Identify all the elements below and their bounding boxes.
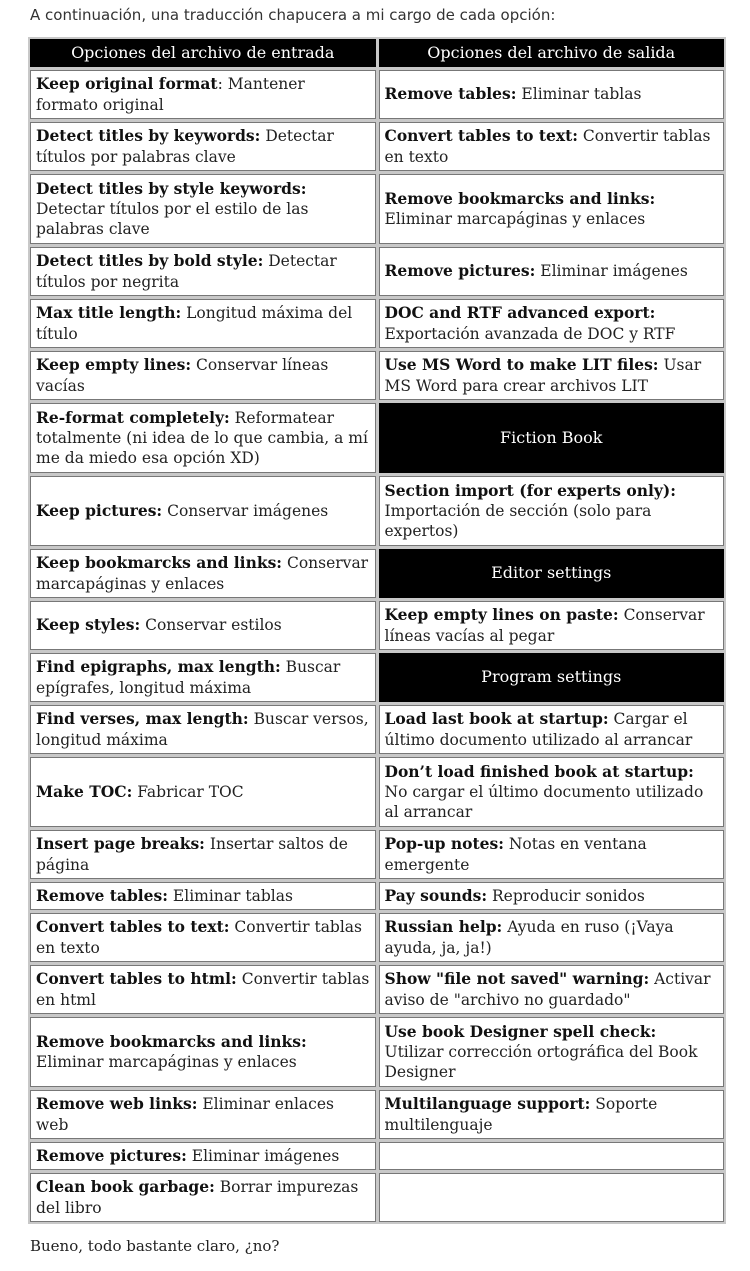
output-option-cell bbox=[379, 965, 725, 1014]
output-option-cell bbox=[379, 705, 725, 754]
option-translation: Eliminar tablas bbox=[516, 85, 642, 104]
option-name: Max title length: bbox=[36, 303, 182, 323]
option-name: Keep empty lines: bbox=[36, 355, 192, 375]
option-name: Detect titles by bold style: bbox=[36, 251, 264, 271]
input-option-cell bbox=[30, 653, 376, 702]
option-translation: Longitud máxima del título bbox=[36, 304, 353, 343]
input-option-cell bbox=[30, 830, 376, 879]
option-translation: Fabricar TOC bbox=[132, 782, 244, 801]
option-translation: Conservar estilos bbox=[140, 616, 282, 635]
option-name: Show "file not saved" warning: bbox=[384, 969, 650, 989]
option-translation: Conservar líneas vacías al pegar bbox=[384, 606, 705, 645]
table-row bbox=[30, 122, 724, 171]
option-name: Keep styles: bbox=[36, 615, 141, 635]
option-translation: Ayuda en ruso (¡Vaya ayuda, ja, ja!) bbox=[384, 918, 674, 957]
option-translation: Conservar líneas vacías bbox=[36, 356, 329, 395]
option-name: Keep empty lines on paste: bbox=[384, 605, 619, 625]
input-option-cell bbox=[30, 476, 376, 546]
option-name: Remove pictures: bbox=[36, 1145, 187, 1165]
option-name: Remove bookmarcks and links: bbox=[384, 188, 656, 208]
option-translation: Convertir tablas en html bbox=[36, 970, 370, 1009]
option-translation: Borrar impurezas del libro bbox=[36, 1178, 359, 1217]
option-name: Use MS Word to make LIT files: bbox=[384, 355, 659, 375]
option-name: Make TOC: bbox=[36, 781, 133, 801]
outro-text: Bueno, todo bastante claro, ¿no? bbox=[30, 1237, 280, 1255]
option-translation: Eliminar imágenes bbox=[186, 1146, 340, 1165]
option-name: Convert tables to text: bbox=[36, 917, 230, 937]
option-name: Find epigraphs, max length: bbox=[36, 657, 281, 677]
header-output-options: Opciones del archivo de salida bbox=[379, 39, 725, 67]
option-translation: : Mantener formato original bbox=[36, 75, 305, 114]
option-name: Find verses, max length: bbox=[36, 709, 249, 729]
output-option-cell bbox=[379, 70, 725, 119]
option-translation: No cargar el último documento utilizado al arrancar bbox=[384, 782, 704, 822]
header-row bbox=[30, 39, 724, 67]
table-row bbox=[30, 653, 724, 702]
option-name: Remove bookmarcks and links: bbox=[36, 1031, 307, 1051]
option-name: Keep pictures: bbox=[36, 500, 163, 520]
header-input-options: Opciones del archivo de entrada bbox=[30, 39, 376, 67]
input-option-cell bbox=[30, 1142, 376, 1170]
option-translation: Insertar saltos de página bbox=[36, 835, 348, 874]
input-option-cell bbox=[30, 70, 376, 119]
table-row bbox=[30, 1090, 724, 1139]
table-row bbox=[30, 601, 724, 650]
option-name: DOC and RTF advanced export: bbox=[384, 303, 656, 323]
table-row bbox=[30, 757, 724, 827]
output-option-cell bbox=[379, 882, 725, 910]
input-option-cell bbox=[30, 601, 376, 650]
output-option-cell bbox=[379, 601, 725, 650]
output-option-cell bbox=[379, 1173, 725, 1222]
input-option-cell bbox=[30, 351, 376, 400]
option-name: Remove pictures: bbox=[384, 261, 536, 281]
table-row bbox=[30, 830, 724, 879]
table-row bbox=[30, 882, 724, 910]
option-translation: Eliminar tablas bbox=[168, 886, 293, 905]
option-name: Pay sounds: bbox=[384, 885, 488, 905]
input-option-cell bbox=[30, 705, 376, 754]
option-name: Insert page breaks: bbox=[36, 834, 205, 854]
table-row bbox=[30, 247, 724, 296]
table-row bbox=[30, 1017, 724, 1087]
option-translation: Notas en ventana emergente bbox=[384, 835, 647, 874]
input-option-cell bbox=[30, 174, 376, 244]
output-option-cell bbox=[379, 351, 725, 400]
table-row bbox=[30, 549, 724, 598]
input-option-cell bbox=[30, 549, 376, 598]
option-translation: Eliminar imágenes bbox=[535, 262, 688, 281]
table-row bbox=[30, 476, 724, 546]
option-translation: Buscar epígrafes, longitud máxima bbox=[36, 658, 341, 697]
table-row bbox=[30, 299, 724, 348]
input-option-cell bbox=[30, 1173, 376, 1222]
option-translation: Exportación avanzada de DOC y RTF bbox=[384, 324, 676, 343]
option-translation: Eliminar marcapáginas y enlaces bbox=[36, 1053, 297, 1071]
table-row bbox=[30, 174, 724, 244]
option-translation: Eliminar enlaces web bbox=[36, 1095, 334, 1134]
input-option-cell bbox=[30, 1090, 376, 1139]
option-name: Detect titles by style keywords: bbox=[36, 178, 307, 198]
input-option-cell bbox=[30, 1017, 376, 1087]
intro-text: A continuación, una traducción chapucera a mi cargo de cada opción: bbox=[30, 6, 556, 24]
option-translation: Reproducir sonidos bbox=[487, 886, 645, 905]
option-name: Convert tables to html: bbox=[36, 969, 237, 989]
input-option-cell bbox=[30, 247, 376, 296]
option-name: Keep bookmarcks and links: bbox=[36, 553, 283, 573]
option-name: Detect titles by keywords: bbox=[36, 126, 261, 146]
output-option-cell bbox=[379, 830, 725, 879]
option-translation: Detectar títulos por el estilo de las palabras clave bbox=[36, 199, 309, 239]
table-row bbox=[30, 1173, 724, 1222]
section-header-cell: Program settings bbox=[379, 653, 725, 702]
output-option-cell bbox=[379, 1142, 725, 1170]
output-option-cell bbox=[379, 122, 725, 171]
option-name: Russian help: bbox=[384, 917, 503, 937]
option-translation: Usar MS Word para crear archivos LIT bbox=[384, 356, 702, 395]
option-name: Multilanguage support: bbox=[384, 1094, 591, 1114]
option-translation: Buscar versos, longitud máxima bbox=[36, 710, 369, 749]
option-translation: Cargar el último documento utilizado al arrancar bbox=[384, 710, 693, 749]
input-option-cell bbox=[30, 122, 376, 171]
option-name: Load last book at startup: bbox=[384, 709, 609, 729]
option-translation: Importación de sección (solo para expertos) bbox=[384, 501, 652, 541]
output-option-cell bbox=[379, 1090, 725, 1139]
option-translation: Detectar títulos por palabras clave bbox=[36, 127, 334, 166]
input-option-cell bbox=[30, 757, 376, 827]
option-name: Remove tables: bbox=[36, 885, 168, 905]
option-name: Don’t load finished book at startup: bbox=[384, 761, 694, 781]
table-row bbox=[30, 965, 724, 1014]
option-translation: Activar aviso de "archivo no guardado" bbox=[384, 970, 711, 1009]
option-name: Pop-up notes: bbox=[384, 834, 504, 854]
input-option-cell bbox=[30, 403, 376, 473]
section-header-cell: Fiction Book bbox=[379, 403, 725, 473]
output-option-cell bbox=[379, 757, 725, 827]
option-name: Remove web links: bbox=[36, 1094, 198, 1114]
section-header-cell: Editor settings bbox=[379, 549, 725, 598]
table-row bbox=[30, 1142, 724, 1170]
output-option-cell bbox=[379, 174, 725, 244]
option-name: Use book Designer spell check: bbox=[384, 1021, 657, 1041]
option-translation: Utilizar corrección ortográfica del Book Designer bbox=[384, 1042, 698, 1082]
option-translation: Convertir tablas en texto bbox=[36, 918, 363, 957]
table-row bbox=[30, 403, 724, 473]
output-option-cell bbox=[379, 299, 725, 348]
output-option-cell bbox=[379, 247, 725, 296]
options-table bbox=[28, 37, 726, 1224]
table-row bbox=[30, 70, 724, 119]
option-name: Remove tables: bbox=[384, 84, 517, 104]
input-option-cell bbox=[30, 965, 376, 1014]
option-name: Clean book garbage: bbox=[36, 1177, 215, 1197]
option-translation: Soporte multilenguaje bbox=[384, 1095, 658, 1134]
option-translation: Detectar títulos por negrita bbox=[36, 252, 337, 291]
option-translation: Convertir tablas en texto bbox=[384, 127, 711, 166]
option-translation: Conservar marcapáginas y enlaces bbox=[36, 554, 369, 593]
input-option-cell bbox=[30, 882, 376, 910]
input-option-cell bbox=[30, 299, 376, 348]
option-name: Convert tables to text: bbox=[384, 126, 578, 146]
table-row bbox=[30, 351, 724, 400]
option-name: Section import (for experts only): bbox=[384, 480, 676, 500]
option-translation: Conservar imágenes bbox=[162, 501, 329, 520]
option-name: Keep original format bbox=[36, 74, 218, 94]
output-option-cell bbox=[379, 1017, 725, 1087]
output-option-cell bbox=[379, 913, 725, 962]
option-translation: Eliminar marcapáginas y enlaces bbox=[384, 210, 646, 228]
input-option-cell bbox=[30, 913, 376, 962]
option-name: Re-format completely: bbox=[36, 407, 230, 427]
output-option-cell bbox=[379, 476, 725, 546]
table-row bbox=[30, 705, 724, 754]
table-row bbox=[30, 913, 724, 962]
option-translation: Reformatear totalmente (ni idea de lo que cambia, a mí me da miedo esa opción XD) bbox=[36, 408, 368, 468]
